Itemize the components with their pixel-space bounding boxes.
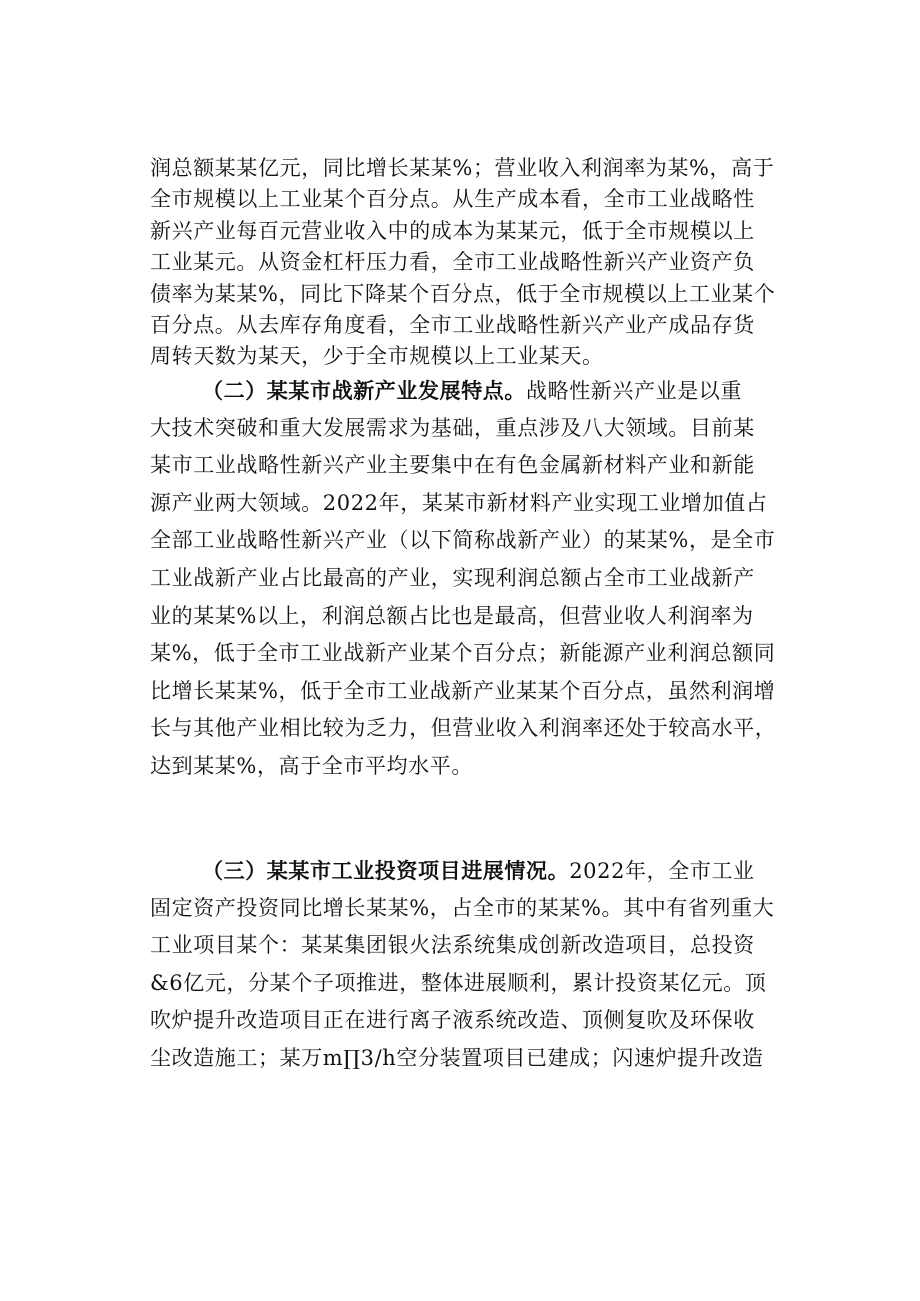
text-line: 债率为某某%，同比下降某个百分点，低于全市规模以上工业某个 xyxy=(150,281,776,306)
text-line: 工业战新产业占比最高的产业，实现利润总额占全市工业战新产 xyxy=(150,565,755,590)
text-line: 周转天数为某天，少于全市规模以上工业某天。 xyxy=(150,344,604,369)
text-line: 源产业两大领域。2022年，某某市新材料产业实现工业增加值占 xyxy=(150,490,768,515)
text-line: 比增长某某%，低于全市工业战新产业某某个百分点，虽然利润增 xyxy=(150,678,776,703)
text-line: 全市规模以上工业某个百分点。从生产成本看，全市工业战略性 xyxy=(150,187,755,212)
text-line: 长与其他产业相比较为乏力，但营业收入利润率还处于较高水平， xyxy=(150,716,777,741)
text-line: 尘改造施工；某万m∏3/h空分装置项目已建成；闪速炉提升改造 xyxy=(150,1045,764,1070)
text-line: &6亿元，分某个子项推进，整体进展顺利，累计投资某亿元。顶 xyxy=(150,970,767,995)
text-line: 工业某元。从资金杠杆压力看，全市工业战略性新兴产业资产负 xyxy=(150,250,755,275)
text-line: 新兴产业每百元营业收入中的成本为某某元，低于全市规模以上 xyxy=(150,218,755,243)
text-line: 大技术突破和重大发展需求为基础，重点涉及八大领域。目前某 xyxy=(150,415,755,440)
text-line: 达到某某%，高于全市平均水平。 xyxy=(150,753,473,778)
text-line: 固定资产投资同比增长某某%，占全市的某某%。其中有省列重大 xyxy=(150,895,775,920)
heading-continuation: 2022年，全市工业 xyxy=(569,859,755,883)
paragraph-first-line xyxy=(150,852,800,890)
section-heading: （二）某某市战新产业发展特点。 xyxy=(202,378,526,403)
section-heading: （三）某某市工业投资项目进展情况。 xyxy=(202,858,570,883)
text-line: 业的某某%以上，利润总额占比也是最高，但营业收人利润率为 xyxy=(150,603,754,628)
text-line: 工业项目某个：某某集团银火法系统集成创新改造项目，总投资 xyxy=(150,933,755,958)
text-line: 全部工业战略性新兴产业（以下简称战新产业）的某某%，是全市 xyxy=(150,528,776,553)
text-line: 吹炉提升改造项目正在进行离子液系统改造、顶侧复吹及环保收 xyxy=(150,1008,755,1033)
paragraph-2 xyxy=(150,372,800,786)
paragraph-3 xyxy=(150,852,800,1078)
text-line: 百分点。从去库存角度看，全市工业战略性新兴产业产成品存货 xyxy=(150,312,755,337)
text-line: 润总额某某亿元，同比增长某某%；营业收入利润率为某%，高于 xyxy=(150,156,775,180)
text-line: 某市工业战略性新兴产业主要集中在有色金属新材料产业和新能 xyxy=(150,453,755,478)
paragraph-first-line xyxy=(150,372,800,410)
paragraph-1 xyxy=(150,153,800,373)
heading-continuation: 战略性新兴产业是以重 xyxy=(526,379,742,403)
text-line: 某%，低于全市工业战新产业某个百分点；新能源产业利润总额同 xyxy=(150,641,776,666)
